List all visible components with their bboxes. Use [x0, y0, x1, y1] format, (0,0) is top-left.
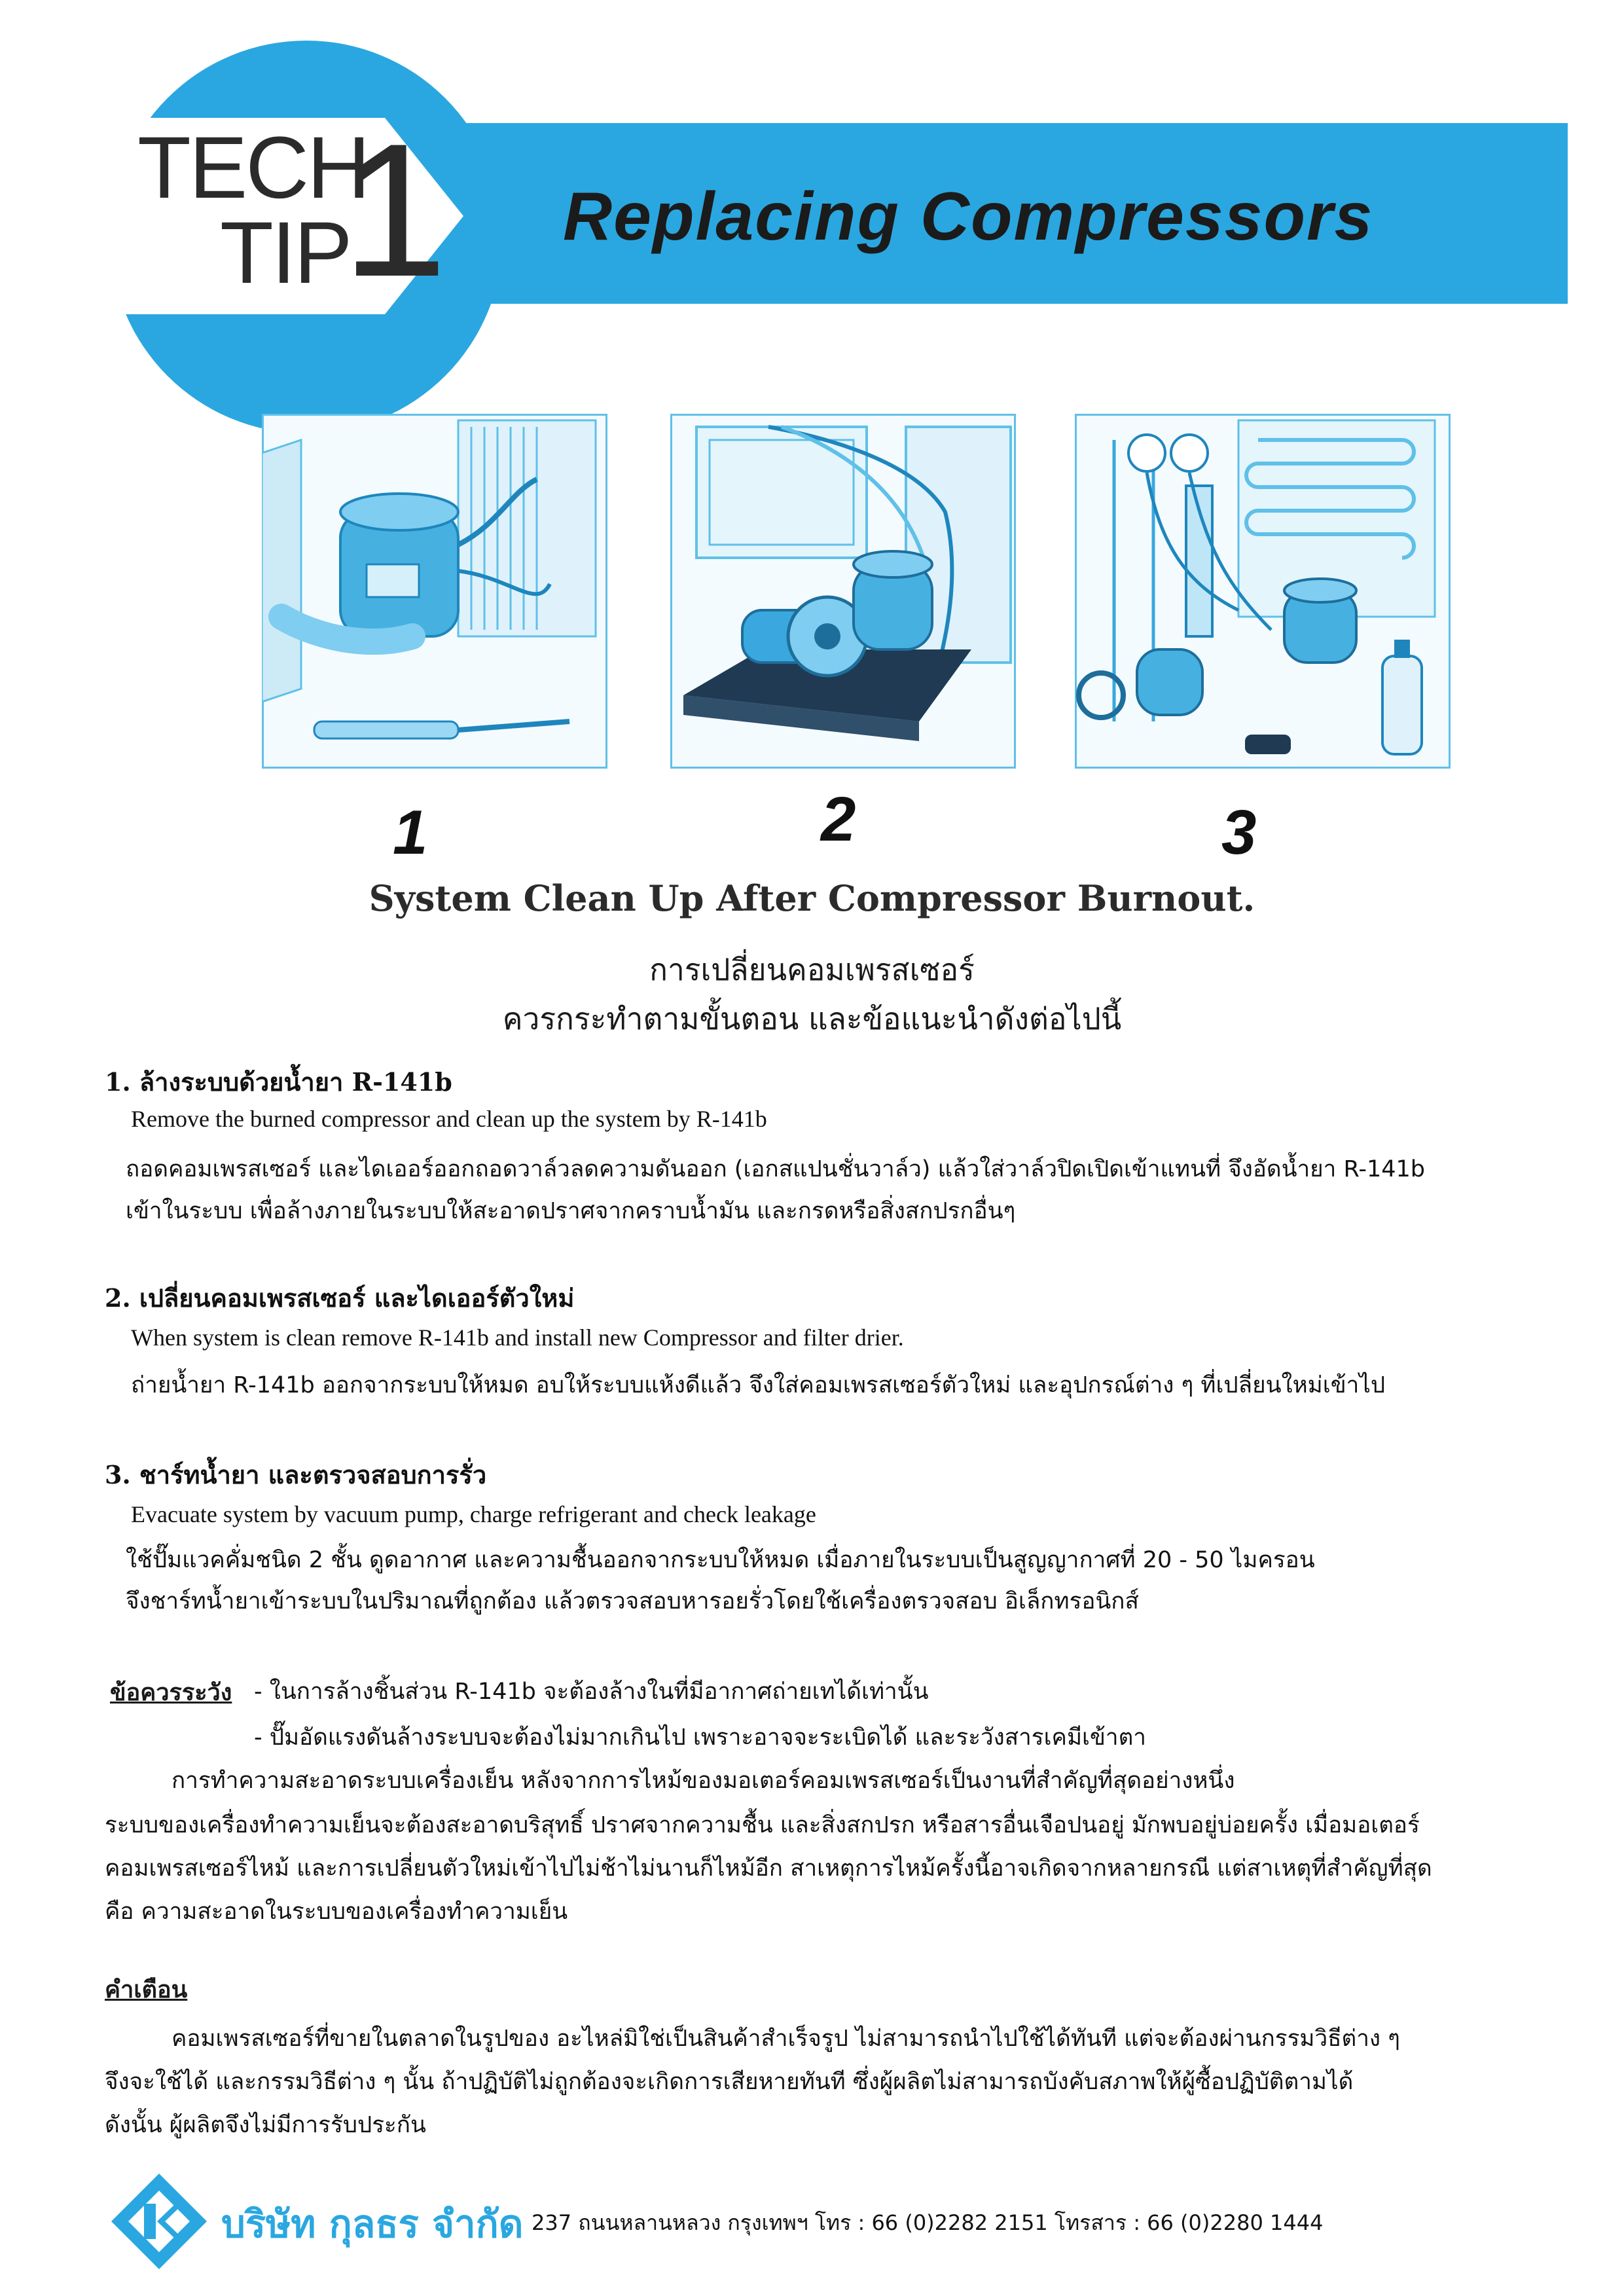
- section-2-thai-line: ถ่ายน้ำยา R-141b ออกจากระบบให้หมด อบให้ระบบแห้งดีแล้ว จึงใส่คอมเพรสเซอร์ตัวใหม่ และอุปกรณ์ต่าง ๆ ที่เปลี่ยนใหม่เข้าไป: [131, 1372, 1386, 1398]
- warning-paragraph-line: จึงจะใช้ได้ และกรรมวิธีต่าง ๆ นั้น ถ้าปฏิบัติไม่ถูกต้องจะเกิดการเสียหายทันที ซึ่งผู้ผลิตไม่สามารถบังคับสภาพให้ผู้ซื้อปฏิบัติตามได้: [105, 2069, 1354, 2095]
- section-1-thai-line: ถอดคอมเพรสเซอร์ และไดเออร์ออกถอดวาล์วลดความดันออก (เอกสแปนชั่นวาล์ว) แล้วใส่วาล์วปิดเปิดเข้าแทนที่ จึงอัดน้ำยา R-141b: [126, 1156, 1426, 1182]
- section-3-english: Evacuate system by vacuum pump, charge refrigerant and check leakage: [131, 1501, 816, 1527]
- thai-title-line-1: การเปลี่ยนคอมเพรสเซอร์: [649, 952, 975, 987]
- section-3-heading: 3. ชาร์ทน้ำยา และตรวจสอบการรั่ว: [105, 1460, 487, 1489]
- company-logo: [110, 2172, 208, 2270]
- step-number-2: 2: [821, 784, 856, 854]
- warning-label: คำเตือน: [105, 1977, 188, 2003]
- section-3-thai-line: จึงชาร์ทน้ำยาเข้าระบบในปริมาณที่ถูกต้อง แล้วตรวจสอบหารอยรั่วโดยใช้เครื่องตรวจสอบ อิเล็กทรอนิกส์: [126, 1588, 1139, 1614]
- compressor-removal-icon: [262, 414, 607, 769]
- warning-paragraph-line: ดังนั้น ผู้ผลิตจึงไม่มีการรับประกัน: [105, 2112, 426, 2138]
- subtitle: System Clean Up After Compressor Burnout.: [369, 877, 1255, 919]
- caution-item: - ปั๊มอัดแรงดันล้างระบบจะต้องไม่มากเกินไป เพราะอาจจะระเบิดได้ และระวังสารเคมีเข้าตา: [254, 1724, 1146, 1751]
- caution-paragraph-line: การทำความสะอาดระบบเครื่องเย็น หลังจากการไหม้ของมอเตอร์คอมเพรสเซอร์เป็นงานที่สำคัญที่สุดอย่างหนึ่ง: [171, 1768, 1235, 1794]
- section-1-english: Remove the burned compressor and clean up the system by R-141b: [131, 1106, 767, 1132]
- tip-number: 1: [342, 104, 448, 316]
- caution-paragraph-line: คือ ความสะอาดในระบบของเครื่องทำความเย็น: [105, 1899, 568, 1925]
- illustration-step-1: [262, 414, 607, 769]
- caution-paragraph-line: คอมเพรสเซอร์ไหม้ และการเปลี่ยนตัวใหม่เข้าไปไม่ช้าไม่นานก็ไหม้อีก สาเหตุการไหม้ครั้งนี้อาจเกิดจากหลายกรณี แต่สาเหตุที่สำคัญที่สุด: [105, 1855, 1432, 1882]
- tip-word: TIP: [220, 204, 351, 302]
- caution-label: ข้อควรระวัง: [110, 1679, 232, 1706]
- illustration-step-2: [670, 414, 1016, 769]
- company-address: 237 ถนนหลานหลวง กรุงเทพฯ โทร : 66 (0)2282 2151 โทรสาร : 66 (0)2280 1444: [532, 2210, 1324, 2235]
- step-number-1: 1: [393, 797, 428, 867]
- illustration-step-3: [1075, 414, 1451, 769]
- section-3-thai-line: ใช้ปั๊มแวคคั่มชนิด 2 ชั้น ดูดอากาศ และความชื้นออกจากระบบให้หมด เมื่อภายในระบบเป็นสูญญากาศที่ 20 - 50 ไมครอน: [126, 1547, 1315, 1573]
- caution-item: - ในการล้างชิ้นส่วน R-141b จะต้องล้างในที่มีอากาศถ่ายเทได้เท่านั้น: [254, 1679, 929, 1705]
- section-2-heading: 2. เปลี่ยนคอมเพรสเซอร์ และไดเออร์ตัวใหม่: [105, 1283, 575, 1313]
- company-k-logo-icon: [110, 2172, 208, 2270]
- warning-paragraph-line: คอมเพรสเซอร์ที่ขายในตลาดในรูปของ อะไหล่มิใช่เป็นสินค้าสำเร็จรูป ไม่สามารถนำไปใช้ได้ทันที แต่จะต้องผ่านกรรมวิธีต่าง ๆ: [171, 2026, 1400, 2052]
- company-name: บริษัท กุลธร จำกัด: [221, 2202, 524, 2246]
- tech-word: TECH: [137, 119, 369, 217]
- section-1-thai-line: เข้าในระบบ เพื่อล้างภายในระบบให้สะอาดปราศจากคราบน้ำมัน และกรดหรือสิ่งสกปรกอื่นๆ: [126, 1198, 1016, 1224]
- section-2-english: When system is clean remove R-141b and install new Compressor and filter drier.: [131, 1324, 904, 1351]
- banner-title: Replacing Compressors: [563, 179, 1374, 255]
- section-1-heading: 1. ล้างระบบด้วยน้ำยา R-141b: [105, 1067, 452, 1097]
- gauge-manifold-recharge-icon: [1075, 414, 1451, 769]
- vacuum-pump-icon: [670, 414, 1016, 769]
- caution-paragraph-line: ระบบของเครื่องทำความเย็นจะต้องสะอาดบริสุทธิ์ ปราศจากความชื้น และสิ่งสกปรก หรือสารอื่นเจือปนอยู่ มักพบอยู่บ่อยครั้ง เมื่อมอเตอร์: [105, 1812, 1420, 1838]
- thai-title-line-2: ควรกระทำตามขั้นตอน และข้อแนะนำดังต่อไปนี้: [502, 1001, 1122, 1036]
- step-number-3: 3: [1221, 797, 1257, 867]
